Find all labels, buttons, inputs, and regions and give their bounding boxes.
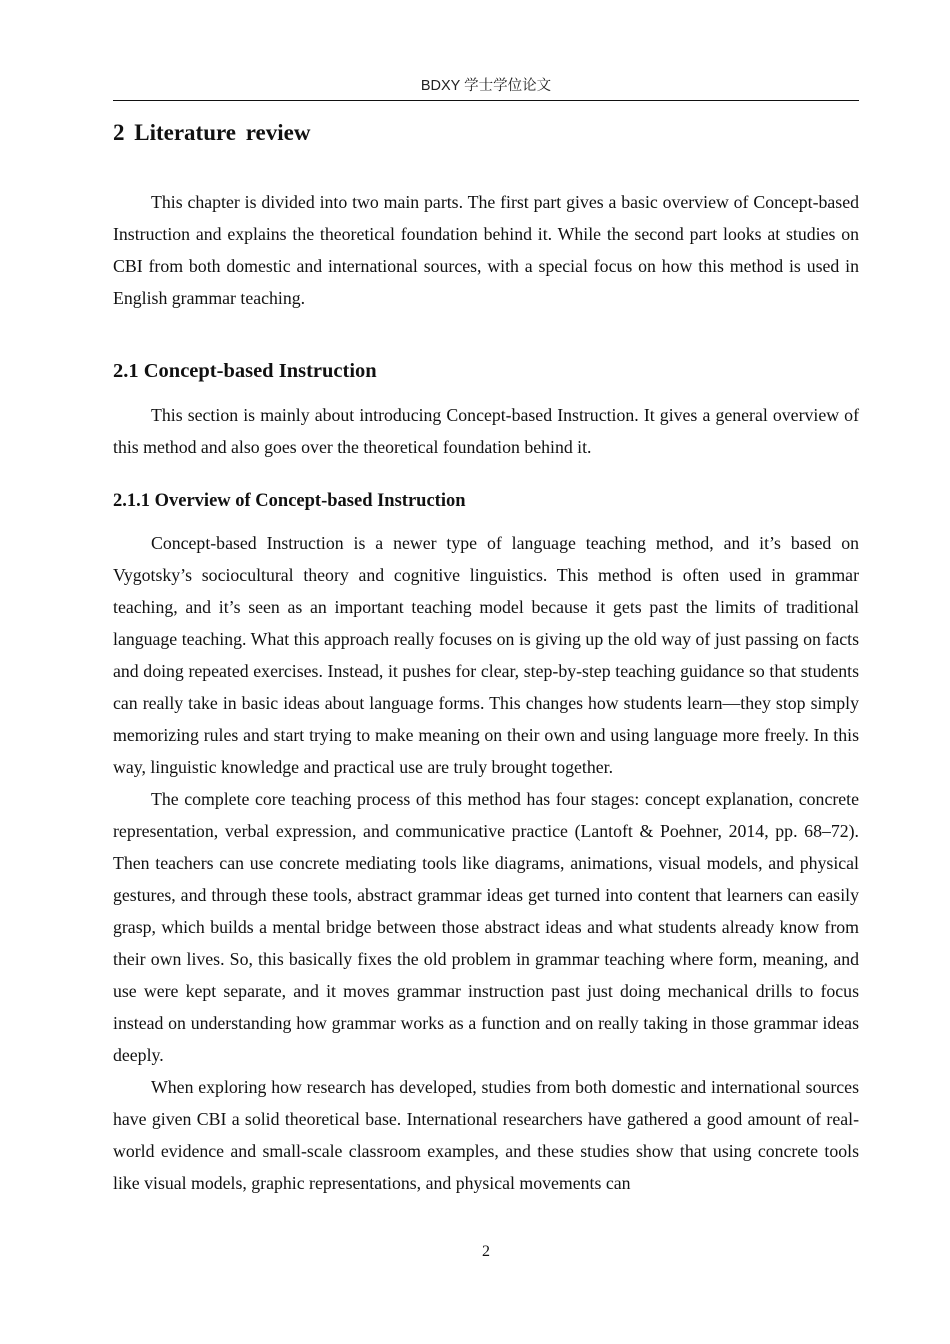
section-2-1-paragraph: This section is mainly about introducing Concept-based Instruction. It gives a general overview of this method and also goes over the theoretical foundation behind it.	[113, 405, 859, 457]
subsection-paragraph-2: The complete core teaching process of this method has four stages: concept explanation, concrete representation, verbal expression, and communicative practice (Lantoft & Poehner, 2014, pp. 68–72). Then teachers can use concrete mediating tools like diagrams, animations, visual models, and physical gestures, and through these tools, abstract grammar ideas get turned into content that learners can easily grasp, which builds a mental bridge between those abstract ideas and what students already know from their own lives. So, this basically fixes the old problem in grammar teaching where form, meaning, and use were kept separate, and it moves grammar instruction past just doing mechanical drills to focus instead on understanding how grammar works as a function and on really taking in those grammar ideas deeply.	[113, 789, 859, 1065]
chapter-heading: 2 Literature review	[113, 120, 311, 145]
subsection-paragraph-1: Concept-based Instruction is a newer type of language teaching method, and it’s based on Vygotsky’s sociocultural theory and cognitive linguistics. This method is often used in grammar teaching, and it’s seen as an important teaching model because it gets past the limits of traditional language teaching. What this approach really focuses on is giving up the old way of just passing on facts and doing repeated exercises. Instead, it pushes for clear, step-by-step teaching guidance so that students can really take in basic ideas about language forms. This changes how students learn—they stop simply memorizing rules and start trying to make meaning on their own and using language more freely. In this way, linguistic knowledge and practical use are truly brought together.	[113, 533, 859, 777]
subsection-heading-2-1-1: 2.1.1 Overview of Concept-based Instruction	[113, 491, 466, 511]
page-body	[113, 114, 859, 1199]
section-heading-2-1: 2.1 Concept-based Instruction	[113, 360, 377, 382]
running-header: BDXY 学士学位论文	[420, 78, 552, 94]
page-number: 2	[482, 1243, 490, 1260]
chapter-intro-paragraph: This chapter is divided into two main parts. The first part gives a basic overview of Concept-based Instruction and explains the theoretical foundation behind it. While the second part looks at studies on CBI from both domestic and international sources, with a special focus on how this method is used in English grammar teaching.	[113, 192, 859, 308]
header-rule	[113, 100, 859, 101]
subsection-paragraph-3: When exploring how research has developed, studies from both domestic and international sources have given CBI a solid theoretical base. International researchers have gathered a good amount of real-world evidence and small-scale classroom examples, and these studies show that using concrete tools like visual models, graphic representations, and physical movements can	[113, 1077, 859, 1193]
